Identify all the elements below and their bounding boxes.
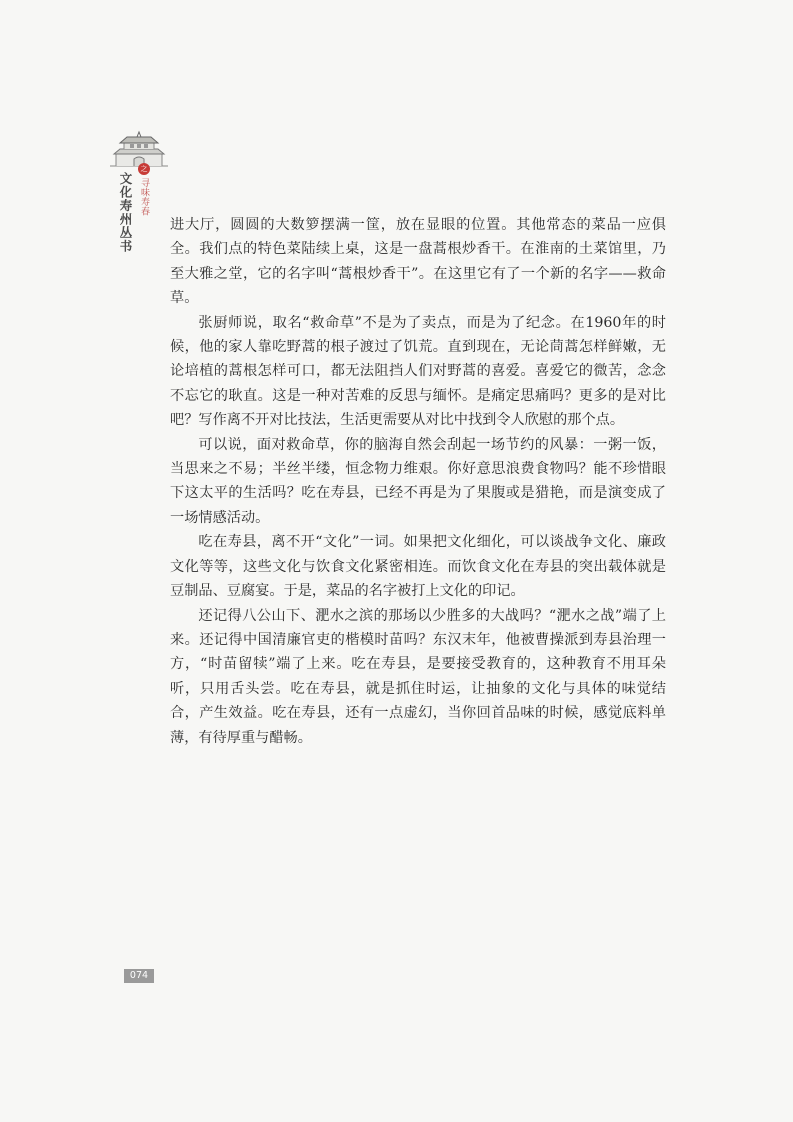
- paragraph: 还记得八公山下、淝水之滨的那场以少胜多的大战吗？“淝水之战”端了上来。还记得中国清廉官吏的楷模时苗吗？东汉末年，他被曹操派到寿县治理一方，“时苗留犊”端了上来。吃在寿县，是要接受教育的，这种教育不用耳朵听，只用舌头尝。吃在寿县，就是抓住时运，让抽象的文化与具体的味觉结合，产生效益。吃在寿县，还有一点虚幻，当你回首品味的时候，感觉底料单薄，有待厚重与醋畅。: [170, 607, 666, 746]
- paragraph: 可以说，面对救命草，你的脑海自然会刮起一场节约的风暴：一粥一饭，当思来之不易；半丝半缕，恒念物力维艰。你好意思浪费食物吗？能不珍惜眼下这太平的生活吗？吃在寿县，已经不再是为了果腹或是猎艳，而是演变成了一场情感活动。: [170, 436, 666, 526]
- body-text: [170, 213, 666, 750]
- sub-title: 寻味寿春: [139, 178, 149, 216]
- header-decoration: [108, 128, 168, 248]
- paragraph: 吃在寿县，离不开“文化”一词。如果把文化细化，可以谈战争文化、廉政文化等等，这些文化与饮食文化紧密相连。而饮食文化在寿县的突出载体就是豆制品、豆腐宴。于是，菜品的名字被打上文化的印记。: [170, 534, 666, 600]
- seal-badge: 之: [138, 163, 150, 175]
- paragraph: 张厨师说，取名“救命草”不是为了卖点，而是为了纪念。在1960年的时候，他的家人靠吃野蒿的根子渡过了饥荒。直到现在，无论茼蒿怎样鲜嫩，无论培植的蒿根怎样可口，都无法阻挡人们对野蒿的喜爱。喜爱它的微苦，念念不忘它的耿直。这是一种对苦难的反思与缅怀。是痛定思痛吗？更多的是对比吧？写作离不开对比技法，生活更需要从对比中找到令人欣慰的那个点。: [170, 314, 666, 429]
- series-title: 文化寿州丛书: [118, 172, 133, 253]
- paragraph: 进大厅，圆圆的大数箩摆满一筐，放在显眼的位置。其他常态的菜品一应俱全。我们点的特色菜陆续上桌，这是一盘蒿根炒香干。在淮南的土菜馆里，乃至大雅之堂，它的名字叫“蒿根炒香干”。在这里它有了一个新的名字——救命草。: [170, 217, 666, 307]
- city-gate-icon: [108, 128, 170, 168]
- page-number: 074: [124, 969, 154, 983]
